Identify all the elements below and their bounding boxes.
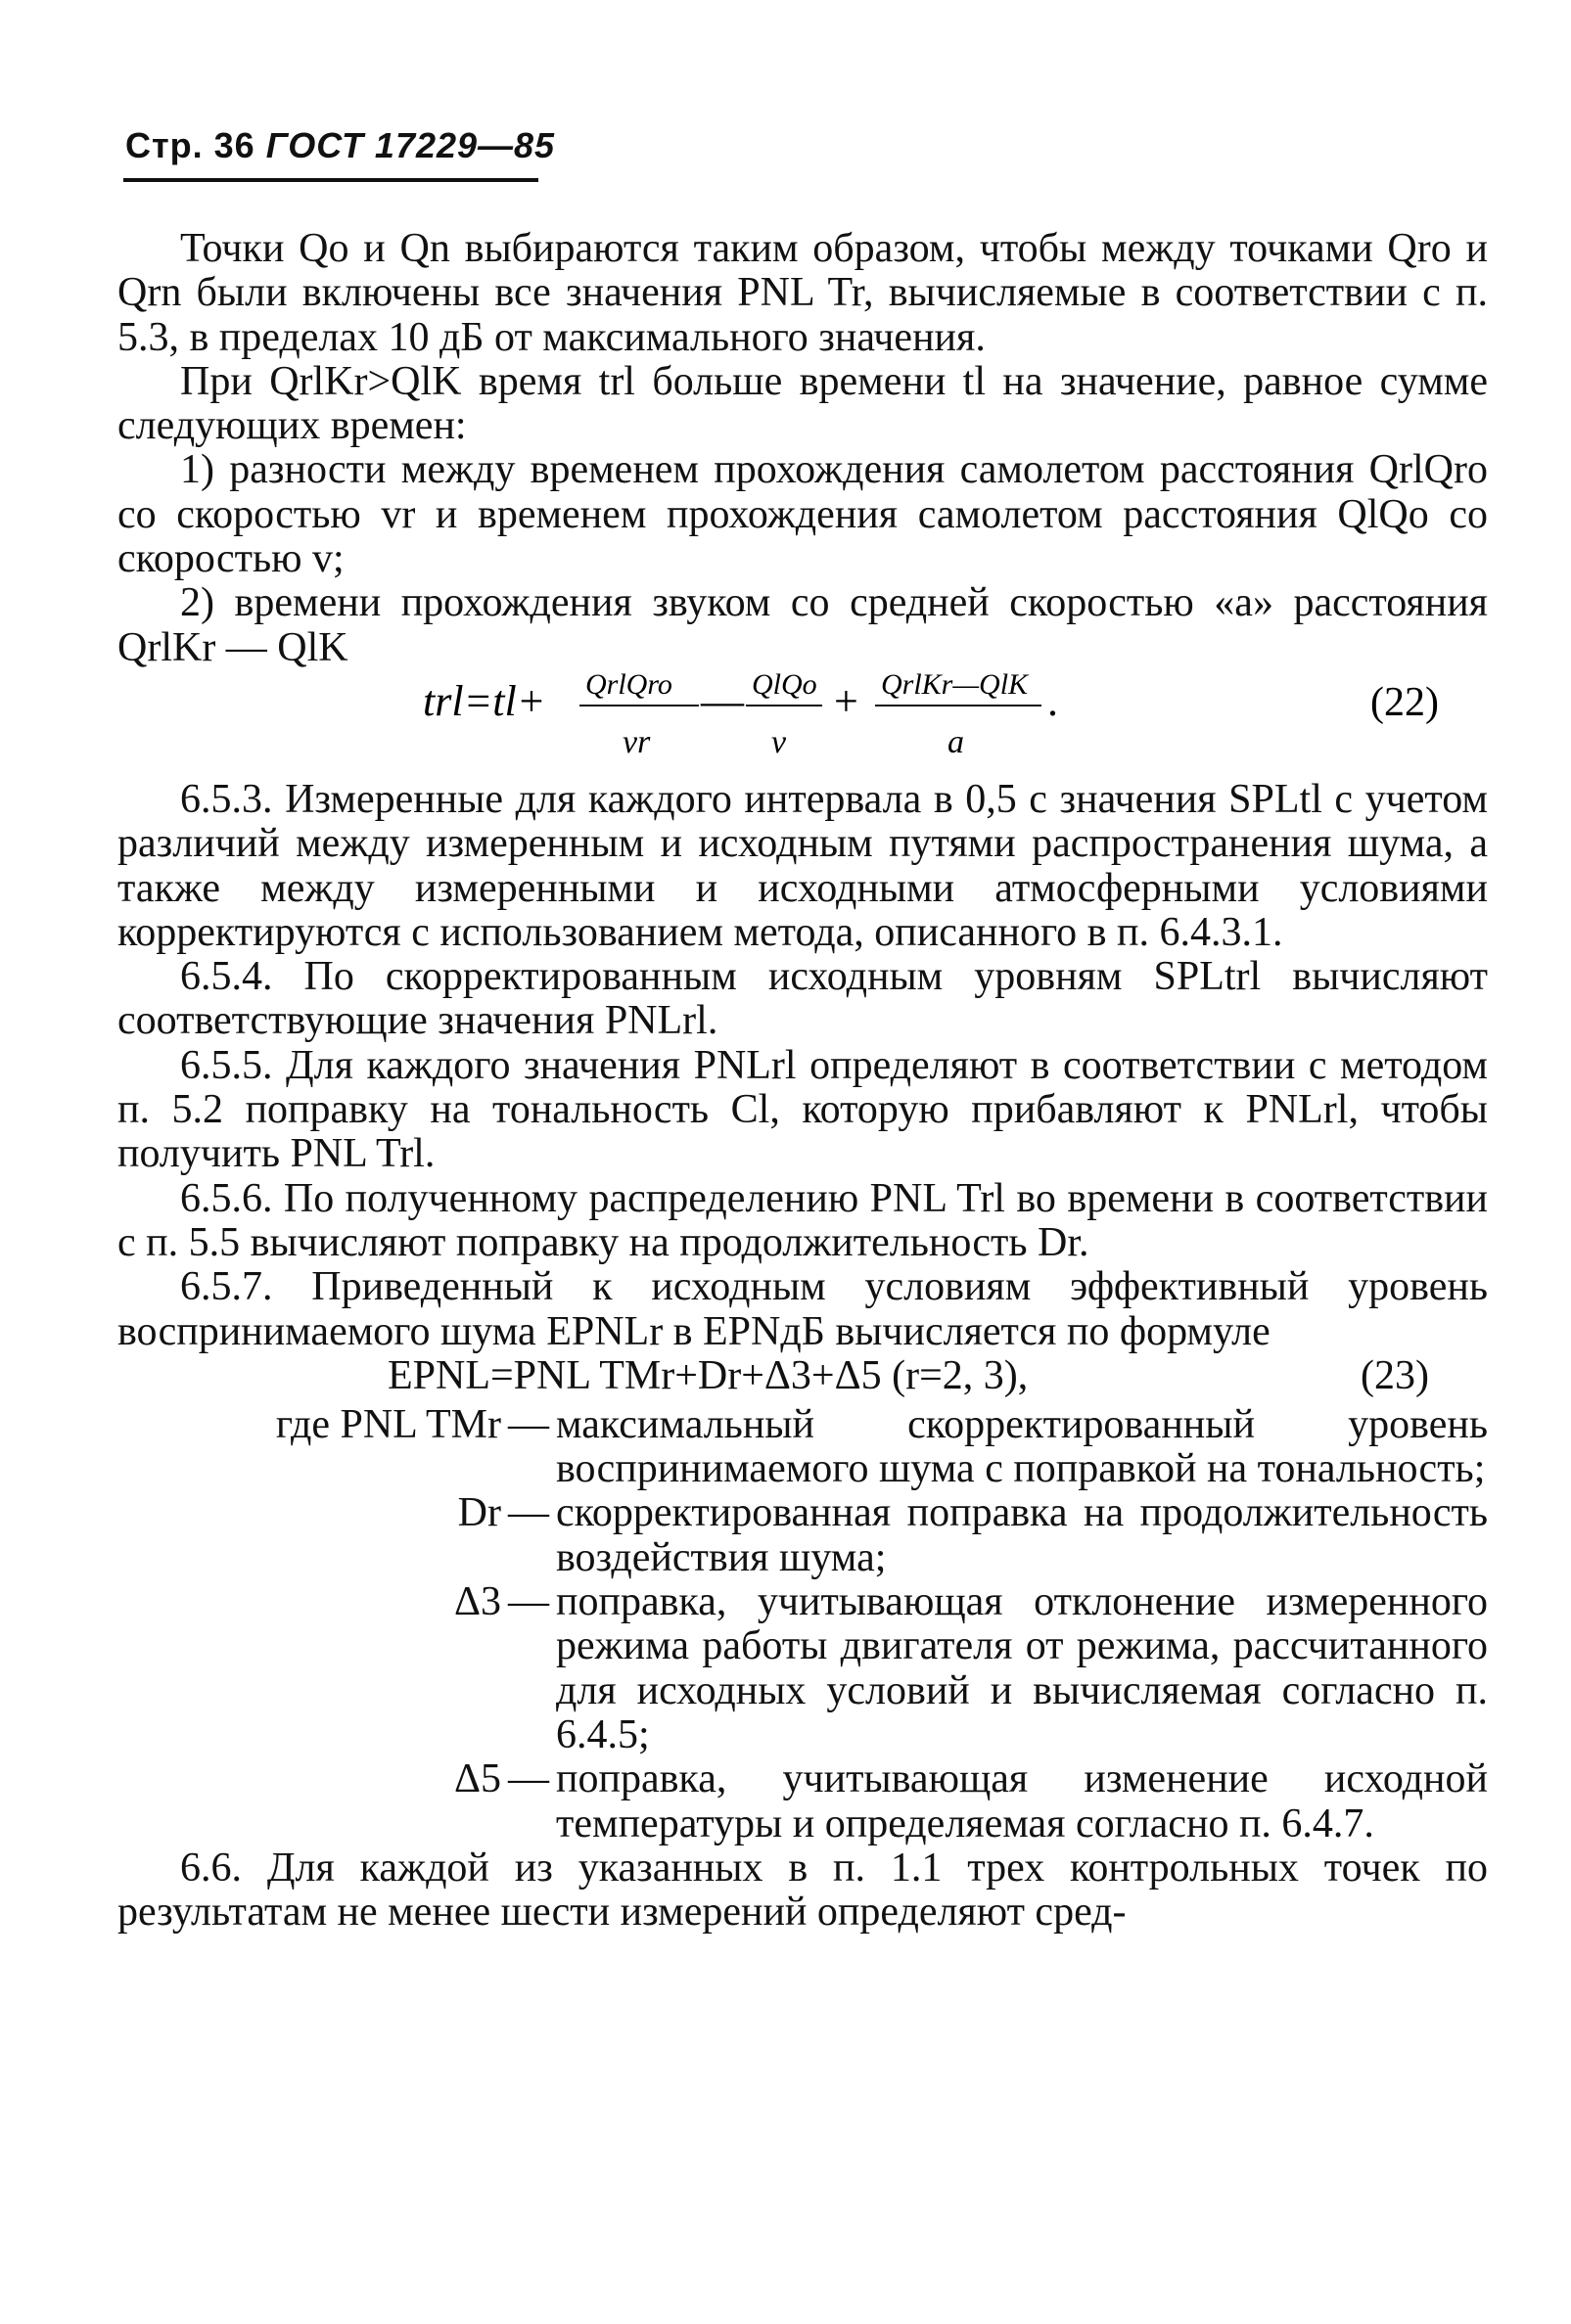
formula-22 bbox=[117, 670, 1488, 778]
definition-text: скорректированная поправка на продолжительность воздействия шума; bbox=[556, 1490, 1488, 1580]
definition-row bbox=[117, 1757, 1488, 1846]
formula-22-lhs: trl=tl+ bbox=[423, 676, 546, 725]
definition-dash: — bbox=[508, 1756, 549, 1802]
frac1-numerator: QrlQro bbox=[585, 669, 672, 701]
page-header bbox=[125, 125, 555, 166]
paragraph: 2) времени прохождения звуком со средней скоростью «a» расстояния QrlKr — QlK bbox=[117, 580, 1488, 670]
paragraph: 6.5.5. Для каждого значения PNLrl определяют в соответствии с методом п. 5.2 поправку на тональность Cl, которую прибавляют к PNLrl, чтобы получить PNL Trl. bbox=[117, 1042, 1488, 1177]
paragraph: 1) разности между временем прохождения самолетом расстояния QrlQro со скоростью vr и временем прохождения самолетом расстояния QlQo со скоростью v; bbox=[117, 447, 1488, 582]
formula-23 bbox=[117, 1354, 1488, 1403]
paragraph: 6.5.6. По полученному распределению PNL Trl во времени в соответствии с п. 5.5 вычисляют поправку на продолжительность Dr. bbox=[117, 1175, 1488, 1265]
frac3-numerator: QrlKr—QlK bbox=[881, 669, 1029, 701]
page-number: Стр. 36 bbox=[125, 125, 255, 165]
definition-text: поправка, учитывающая изменение исходной температуры и определяемая согласно п. 6.4.7. bbox=[556, 1756, 1488, 1846]
frac1-denominator: vr bbox=[623, 723, 651, 760]
paragraph: Точки Qo и Qn выбираются таким образом, чтобы между точками Qro и Qrn были включены все значения PNL Tr, вычисляемые в соответствии с п. 5.3, в пределах 10 дБ от максимального значения. bbox=[117, 226, 1488, 360]
definition-term: Dr bbox=[457, 1490, 501, 1536]
paragraph: 6.6. Для каждой из указанных в п. 1.1 трех контрольных точек по результатам не менее шести измерений определяют сред- bbox=[117, 1845, 1488, 1936]
standard-number: ГОСТ 17229—85 bbox=[265, 125, 556, 165]
definition-term: где PNL TMr bbox=[275, 1401, 501, 1447]
formula-23-expression: EPNL=PNL TMr+Dr+Δ3+Δ5 (r=2, 3), bbox=[388, 1352, 1029, 1398]
frac2-numerator: QlQo bbox=[752, 669, 817, 701]
definition-dash: — bbox=[508, 1490, 549, 1536]
definition-term: Δ3 bbox=[453, 1579, 501, 1625]
paragraph: 6.5.4. По скорректированным исходным уровням SPLtrl вычисляют соответствующие значения PNLrl. bbox=[117, 954, 1488, 1044]
definition-row bbox=[117, 1491, 1488, 1580]
definition-dash: — bbox=[508, 1401, 549, 1447]
definition-dash: — bbox=[508, 1579, 549, 1625]
frac3-denominator: a bbox=[947, 723, 964, 760]
formula-22-plus: + bbox=[834, 676, 858, 725]
paragraph: 6.5.7. Приведенный к исходным условиям эффективный уровень воспринимаемого шума EPNLr в EPNдБ вычисляется по формуле bbox=[117, 1264, 1488, 1354]
definition-text: максимальный скорректированный уровень воспринимаемого шума с поправкой на тональность; bbox=[556, 1401, 1488, 1492]
definition-text: поправка, учитывающая отклонение измеренного режима работы двигателя от режима, рассчитанного для исходных условий и вычисляемая согласно п. 6.4.5; bbox=[556, 1579, 1488, 1757]
formula-22-dot: . bbox=[1047, 676, 1058, 725]
frac2-denominator: v bbox=[771, 723, 787, 760]
formula-22-graphic bbox=[117, 670, 1488, 778]
formula-23-number: (23) bbox=[1361, 1352, 1429, 1398]
header-rule bbox=[123, 178, 538, 182]
paragraph: При QrlKr>QlK время trl больше времени tl на значение, равное сумме следующих времен: bbox=[117, 358, 1488, 449]
formula-22-minus: — bbox=[701, 676, 744, 725]
definitions-list bbox=[117, 1403, 1488, 1846]
paragraph: 6.5.3. Измеренные для каждого интервала в 0,5 с значения SPLtl с учетом различий между измеренным и исходным путями распространения шума, а также между измеренными и исходными атмосферными условиями корректируются с использованием метода, описанного в п. 6.4.3.1. bbox=[117, 776, 1488, 955]
formula-22-number: (22) bbox=[1370, 679, 1439, 725]
definition-row bbox=[117, 1580, 1488, 1757]
document-body bbox=[117, 227, 1488, 1935]
definition-row bbox=[117, 1403, 1488, 1492]
definition-term: Δ5 bbox=[453, 1756, 501, 1802]
